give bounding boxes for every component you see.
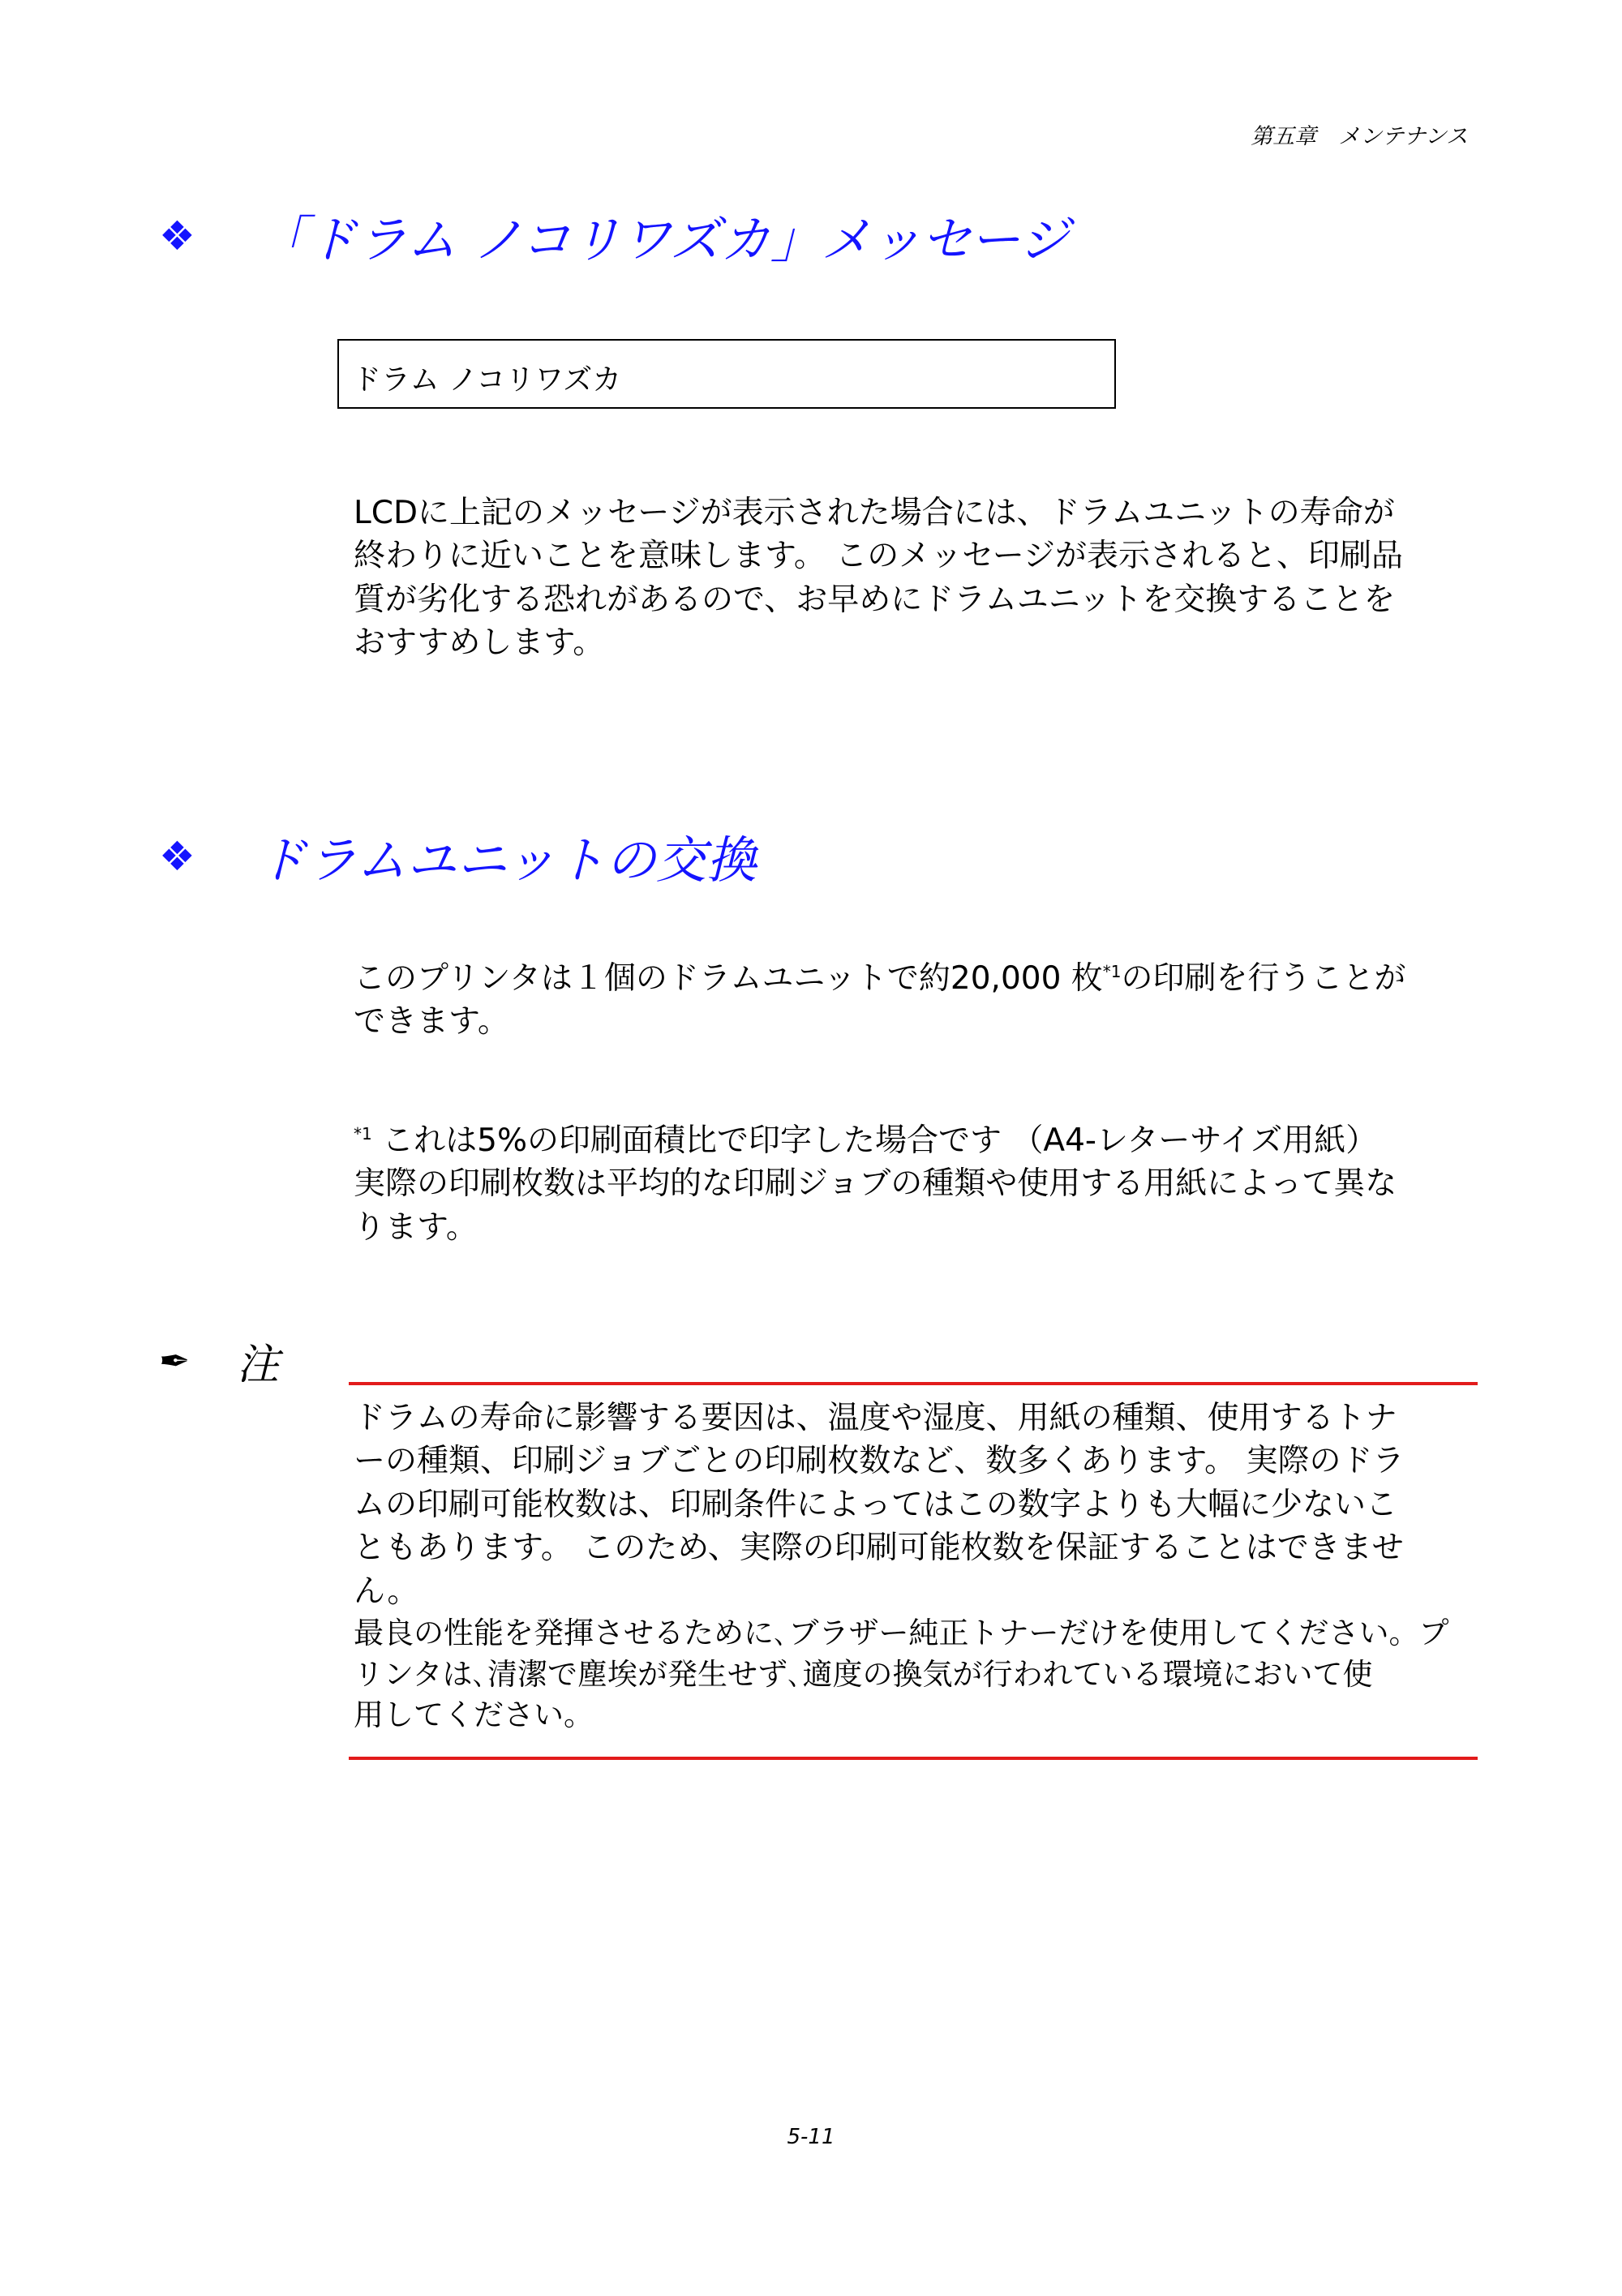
footnote-text: これは5%の印刷面積比で印字した場合です （A4-レターサイズ用紙） — [371, 1122, 1378, 1159]
note-top-rule — [349, 1382, 1478, 1385]
paragraph-line: 終わりに近いことを意味します。 このメッセージが表示されると、印刷品 — [354, 538, 1403, 575]
paragraph-line: LCDに上記のメッセージが表示された場合には、ドラムユニットの寿命が — [354, 495, 1395, 531]
note-line: ーの種類、印刷ジョブごとの印刷枚数など、数多くあります。 実際のドラ — [354, 1443, 1405, 1480]
note-line: ドラムの寿命に影響する要因は、温度や湿度、用紙の種類、使用するトナ — [354, 1400, 1397, 1436]
lcd-message-box: ドラム ノコリワズカ — [337, 339, 1116, 409]
footnote-line: 実際の印刷枚数は平均的な印刷ジョブの種類や使用する用紙によって異な — [354, 1165, 1397, 1203]
note-line: ん。 — [354, 1573, 419, 1610]
note-line: ムの印刷可能枚数は、印刷条件によってはこの数字よりも大幅に少ないこ — [354, 1486, 1398, 1523]
note-bottom-rule — [349, 1757, 1478, 1760]
page-number: 5-11 — [787, 2125, 835, 2149]
section-heading-drum-message — [159, 200, 1069, 272]
note-title: 注 — [237, 1341, 280, 1389]
footnote-reference: *1 — [1102, 962, 1122, 981]
paragraph-line: できます。 — [354, 1003, 509, 1041]
note-line: 用してください。 — [354, 1697, 594, 1733]
footnote-mark: *1 — [354, 1124, 372, 1144]
section-title: ドラムユニットの交換 — [256, 830, 757, 890]
section-title: 「ドラム ノコリワズカ」メッセージ — [256, 210, 1070, 269]
diamond-bullet-icon: ❖ — [159, 212, 195, 260]
note-heading — [159, 1330, 279, 1391]
drum-yield-paragraph — [354, 957, 1489, 1044]
paragraph-line — [354, 957, 1489, 1000]
note-line: リンタは､清潔で塵埃が発生せず､適度の換気が行われている環境において使 — [354, 1656, 1373, 1692]
footnote-line: ります。 — [354, 1208, 478, 1246]
footnote-line — [354, 1119, 1489, 1162]
pen-icon: ✒ — [159, 1338, 191, 1383]
drum-message-paragraph — [354, 491, 1489, 665]
yield-text-continued: の印刷を行うことが — [1121, 960, 1406, 997]
section-heading-drum-replacement — [159, 820, 757, 892]
diamond-bullet-icon: ❖ — [159, 832, 195, 880]
paragraph-line: おすすめします。 — [354, 624, 605, 662]
footnote — [354, 1119, 1489, 1249]
note-line: 最良の性能を発揮させるために､ブラザー純正トナーだけを使用してください。プ — [354, 1616, 1449, 1651]
note-line: ともあります。 このため、実際の印刷可能枚数を保証することはできませ — [354, 1530, 1404, 1567]
note-body — [354, 1397, 1489, 1736]
chapter-header: 第五章 メンテナンス — [1251, 124, 1468, 149]
yield-text: このプリンタは１個のドラムユニットで約20,000 枚 — [354, 960, 1103, 997]
paragraph-line: 質が劣化する恐れがあるので、お早めにドラムユニットを交換することを — [354, 581, 1396, 618]
